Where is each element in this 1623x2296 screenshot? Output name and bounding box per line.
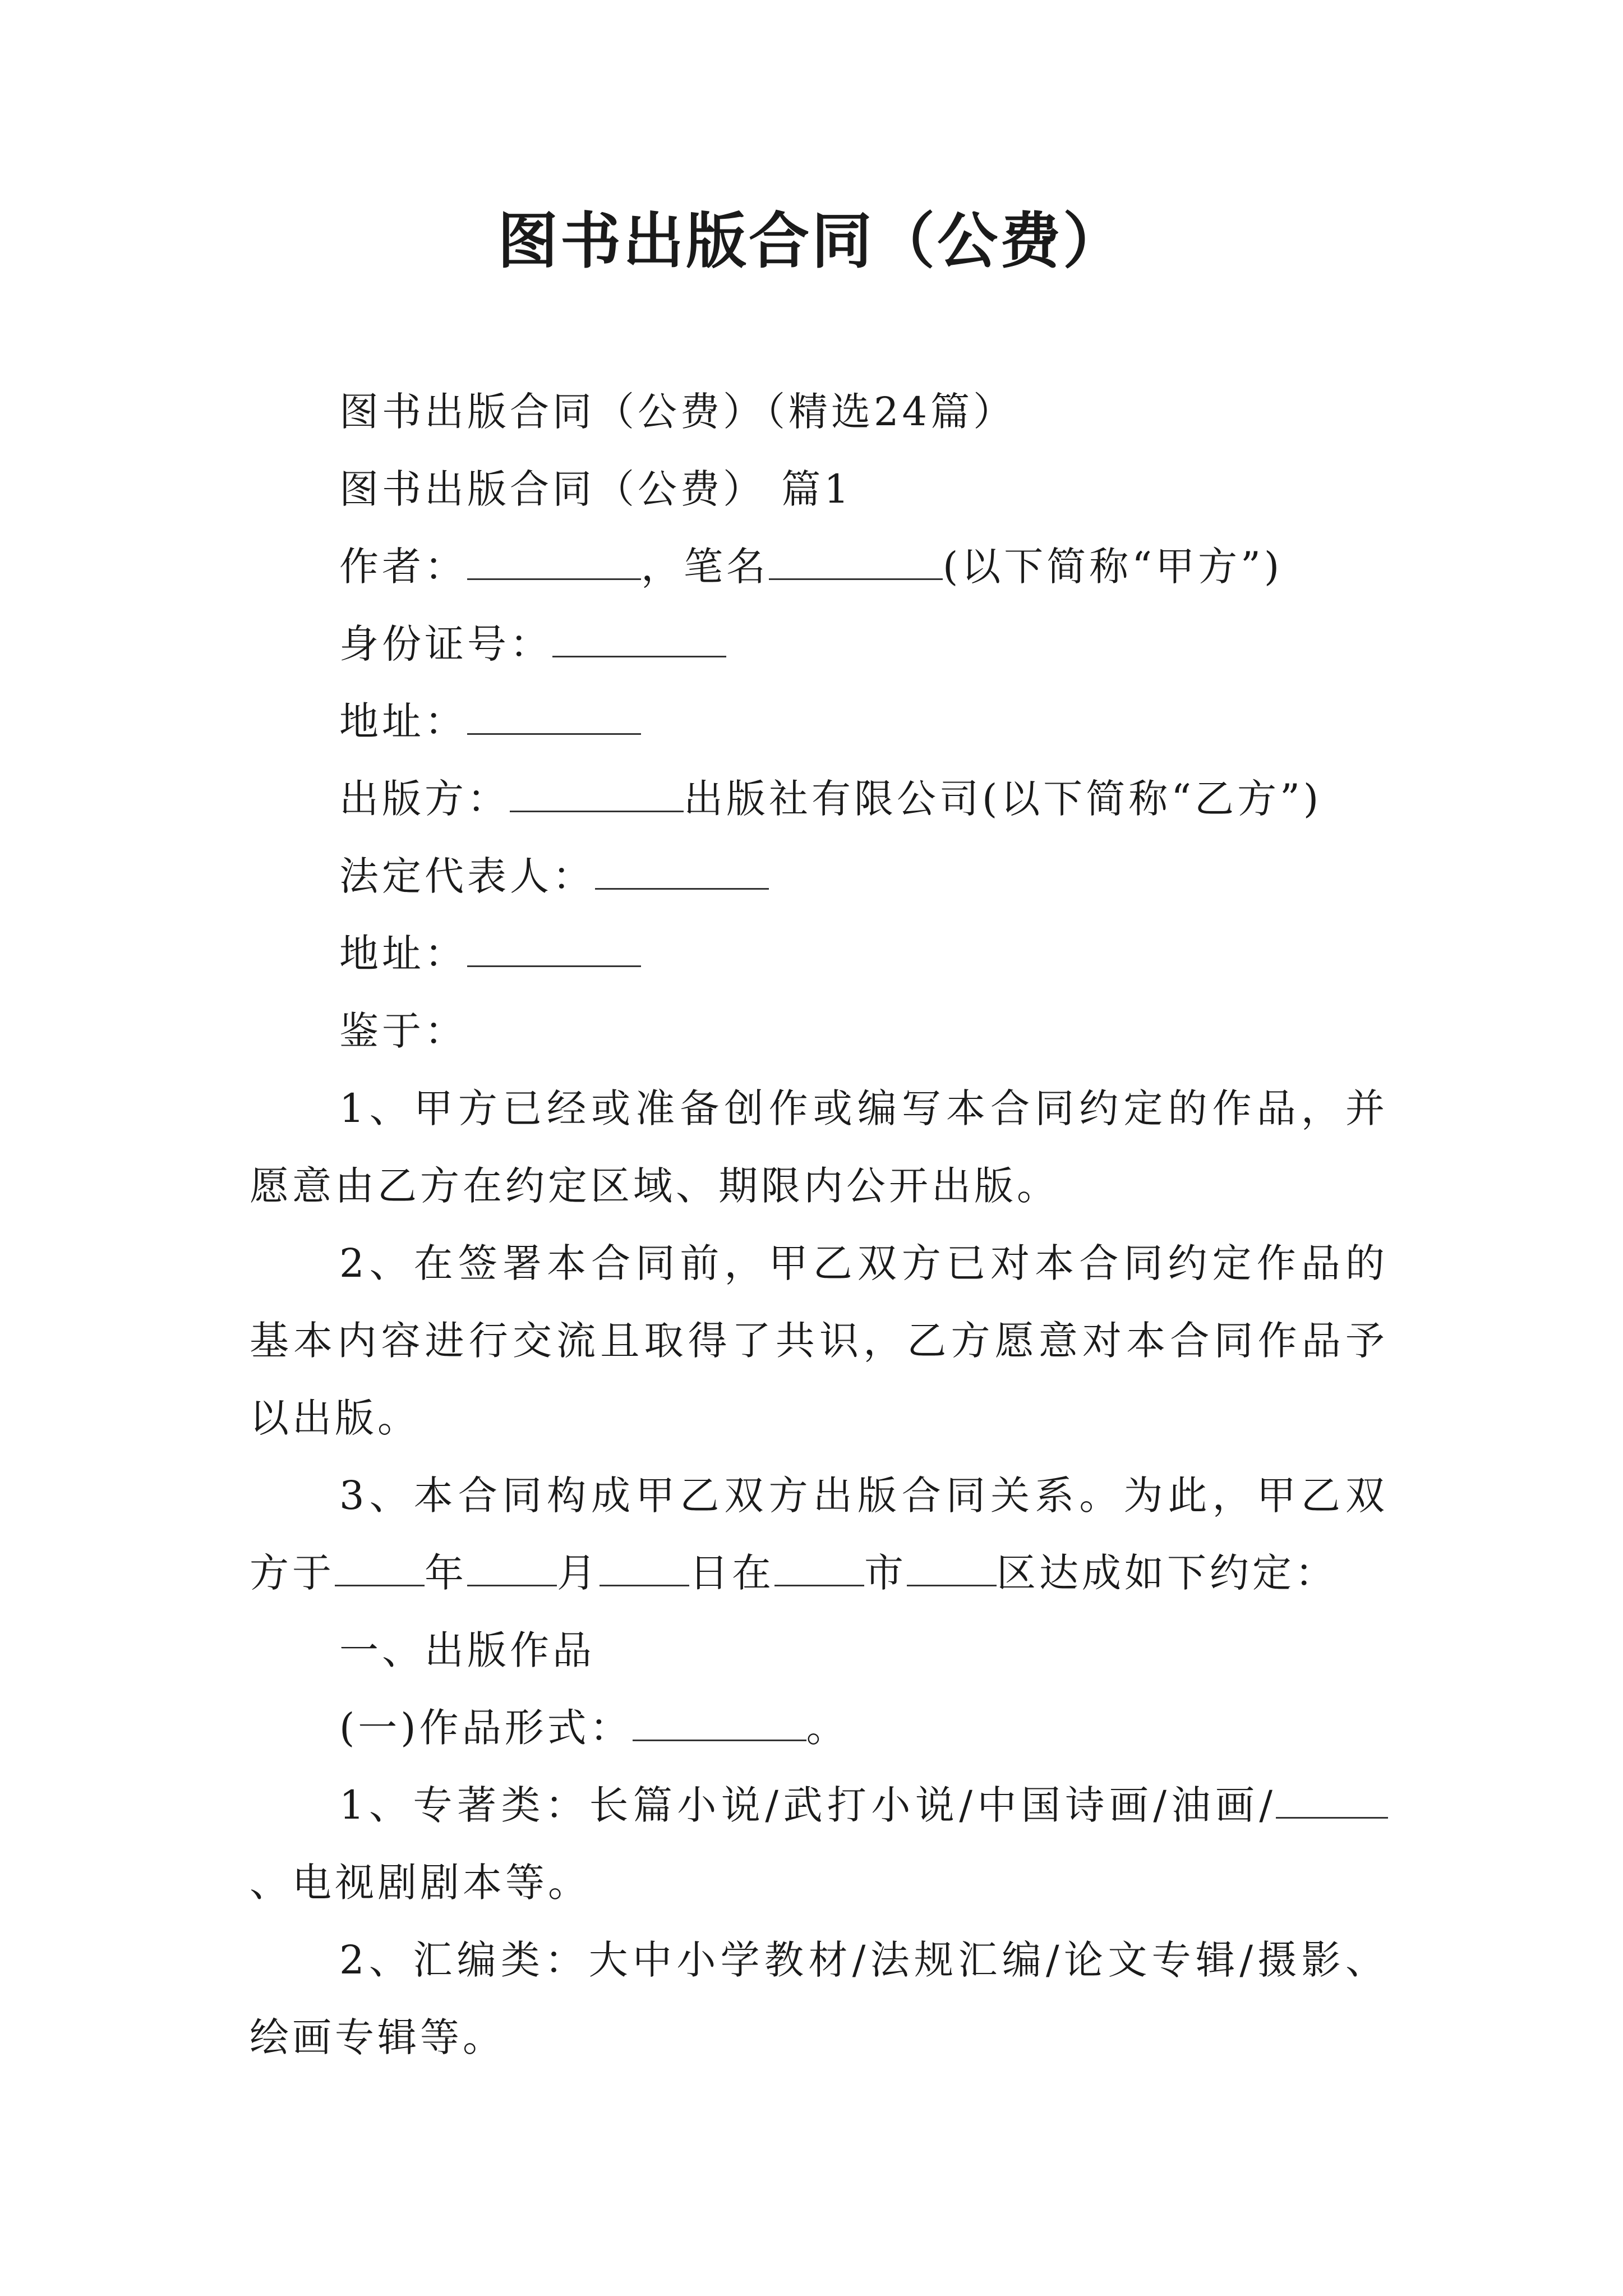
publisher-line (250, 760, 1388, 838)
publisher-address-line (250, 915, 1388, 992)
district-label: 区达成如下约定： (997, 1550, 1338, 1596)
document-subtitle: 图书出版合同（公费）（精选24篇） (339, 389, 1016, 435)
document-title: 图书出版合同（公费） (497, 206, 1126, 277)
city-blank (774, 1548, 864, 1587)
item-1-text-end: 、电视剧剧本等。 (250, 1860, 591, 1906)
author-blank (467, 541, 641, 581)
id-blank (552, 619, 726, 658)
year-label: 年 (425, 1550, 467, 1596)
author-address-blank (467, 696, 641, 735)
publisher-suffix: 出版社有限公司(以下简称“乙方”) (684, 776, 1322, 822)
item-1-blank (1276, 1780, 1388, 1819)
item-1-text: 1、专著类：长篇小说/武打小说/中国诗画/油画/ (339, 1782, 1276, 1828)
author-line (250, 528, 1388, 605)
pen-name-label: ，笔名 (641, 544, 769, 590)
work-form-label: (一)作品形式： (339, 1705, 633, 1751)
clause-3 (250, 1457, 1388, 1612)
year-blank (335, 1548, 425, 1587)
work-form-line (250, 1689, 1388, 1766)
legal-rep-label: 法定代表人： (339, 853, 595, 899)
district-blank (907, 1548, 997, 1587)
month-blank (467, 1548, 557, 1587)
city-label: 市 (864, 1550, 907, 1596)
clause-3-text: 3、本合同构成甲乙双方出版合同关系。为此，甲乙双方于 (250, 1473, 1388, 1596)
item-2: 2、汇编类：大中小学教材/法规汇编/论文专辑/摄影、绘画专辑等。 (250, 1937, 1388, 2060)
publisher-blank (510, 774, 684, 813)
author-label: 作者： (339, 544, 467, 590)
publisher-label: 出版方： (339, 776, 510, 822)
author-address-line (250, 683, 1388, 760)
whereas-label: 鉴于： (339, 1008, 467, 1054)
pen-name-blank (769, 541, 943, 581)
section-heading: 图书出版合同（公费） 篇1 (339, 466, 852, 512)
section-one-heading: 一、出版作品 (339, 1627, 595, 1673)
legal-rep-line (250, 838, 1388, 915)
work-form-end: 。 (806, 1705, 849, 1751)
author-address-label: 地址： (339, 698, 467, 744)
work-form-blank (633, 1703, 806, 1742)
month-label: 月 (557, 1550, 600, 1596)
clause-1: 1、甲方已经或准备创作或编写本合同约定的作品，并愿意由乙方在约定区域、期限内公开出版。 (250, 1085, 1388, 1209)
publisher-address-label: 地址： (339, 931, 467, 977)
legal-rep-blank (595, 851, 769, 890)
id-line (250, 605, 1388, 683)
item-1 (250, 1766, 1388, 1921)
id-label: 身份证号： (339, 621, 552, 667)
day-label: 日在 (689, 1550, 774, 1596)
publisher-address-blank (467, 928, 641, 968)
author-suffix: (以下简称“甲方”) (943, 544, 1283, 590)
day-blank (600, 1548, 689, 1587)
clause-2: 2、在签署本合同前，甲乙双方已对本合同约定作品的基本内容进行交流且取得了共识，乙方愿意对本合同作品予以出版。 (250, 1240, 1388, 1441)
document-body (250, 373, 1388, 2076)
